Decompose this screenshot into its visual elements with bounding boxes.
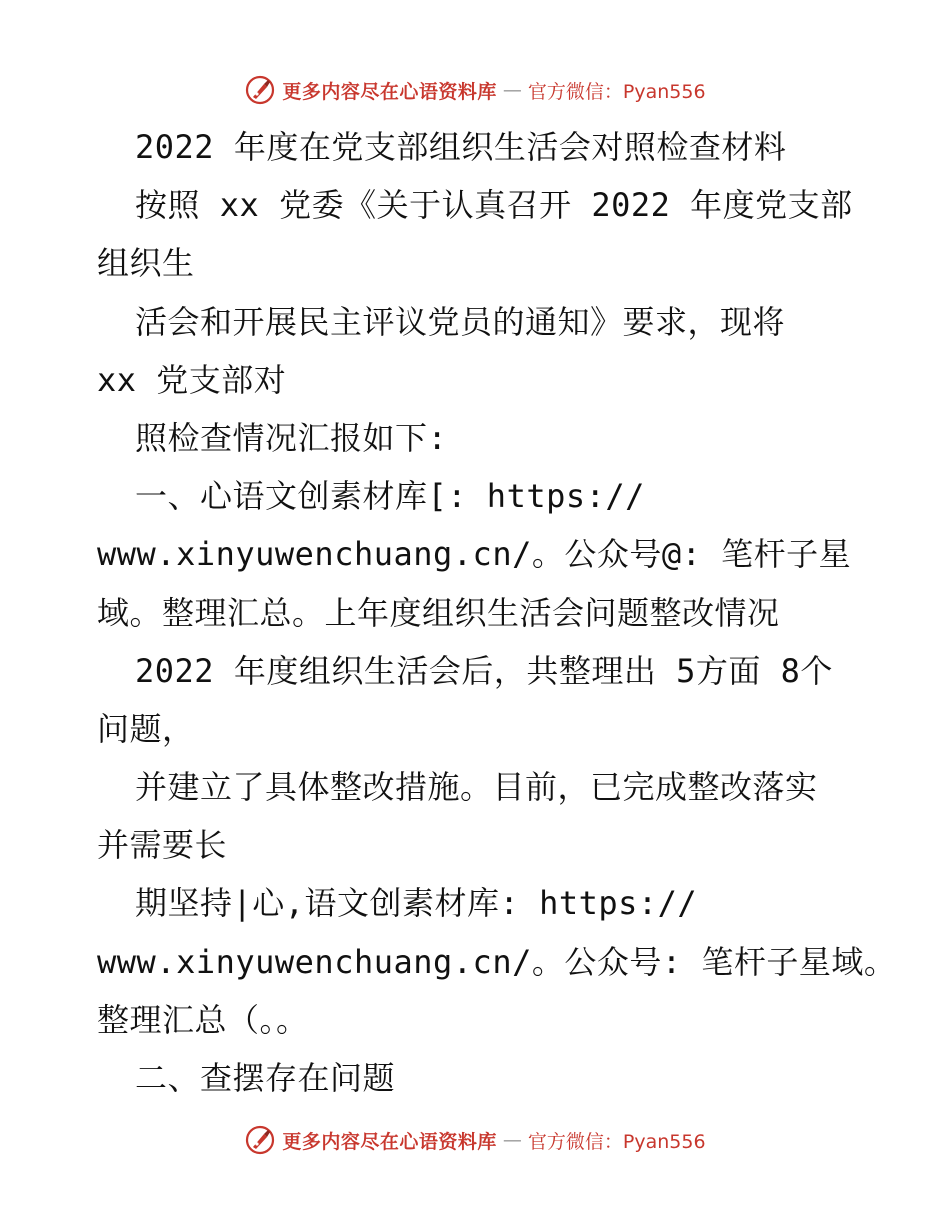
document-line: 期坚持|心,语文创素材库: https:// [135, 884, 698, 923]
header-separator: — [502, 79, 522, 101]
document-line: 组织生 [97, 244, 195, 283]
footer-banner [0, 1120, 950, 1160]
document-line: 照检查情况汇报如下: [135, 418, 448, 457]
document-line: 活会和开展民主评议党员的通知》要求，现将 [135, 302, 786, 341]
document-line: 2022 年度在党支部组织生活会对照检查材料 [135, 128, 787, 166]
document-line: 一、心语文创素材库[: https:// [135, 477, 645, 516]
document-line: 按照 xx 党委《关于认真召开 2022 年度党支部 [135, 186, 853, 225]
footer-separator: — [502, 1129, 522, 1151]
document-line: 域。整理汇总。上年度组织生活会问题整改情况 [97, 593, 780, 632]
document-line: xx 党支部对 [97, 360, 287, 399]
document-line: www.xinyuwenchuang.cn/。公众号: 笔杆子星域。 [97, 942, 897, 981]
document-line: 2022 年度组织生活会后，共整理出 5方面 8个 [135, 651, 833, 690]
footer-brand-text: 更多内容尽在心语资料库 [282, 1130, 497, 1153]
document-line: 整理汇总（。。 [97, 1000, 309, 1039]
header-contact-text: 官方微信：Pyan556 [527, 80, 706, 103]
document-line: 问题， [97, 709, 195, 748]
document-line: 二、查摆存在问题 [135, 1059, 396, 1097]
header-banner [0, 70, 950, 110]
document-body [97, 118, 897, 1107]
pen-nib-logo-icon [244, 74, 276, 106]
footer-contact-text: 官方微信：Pyan556 [527, 1130, 706, 1153]
document-line: www.xinyuwenchuang.cn/。公众号@: 笔杆子星 [97, 535, 852, 574]
document-line: 并建立了具体整改措施。目前，已完成整改落实 [135, 768, 818, 807]
document-line: 并需要长 [97, 826, 228, 865]
pen-nib-logo-icon [244, 1124, 276, 1156]
header-brand-text: 更多内容尽在心语资料库 [282, 80, 497, 103]
